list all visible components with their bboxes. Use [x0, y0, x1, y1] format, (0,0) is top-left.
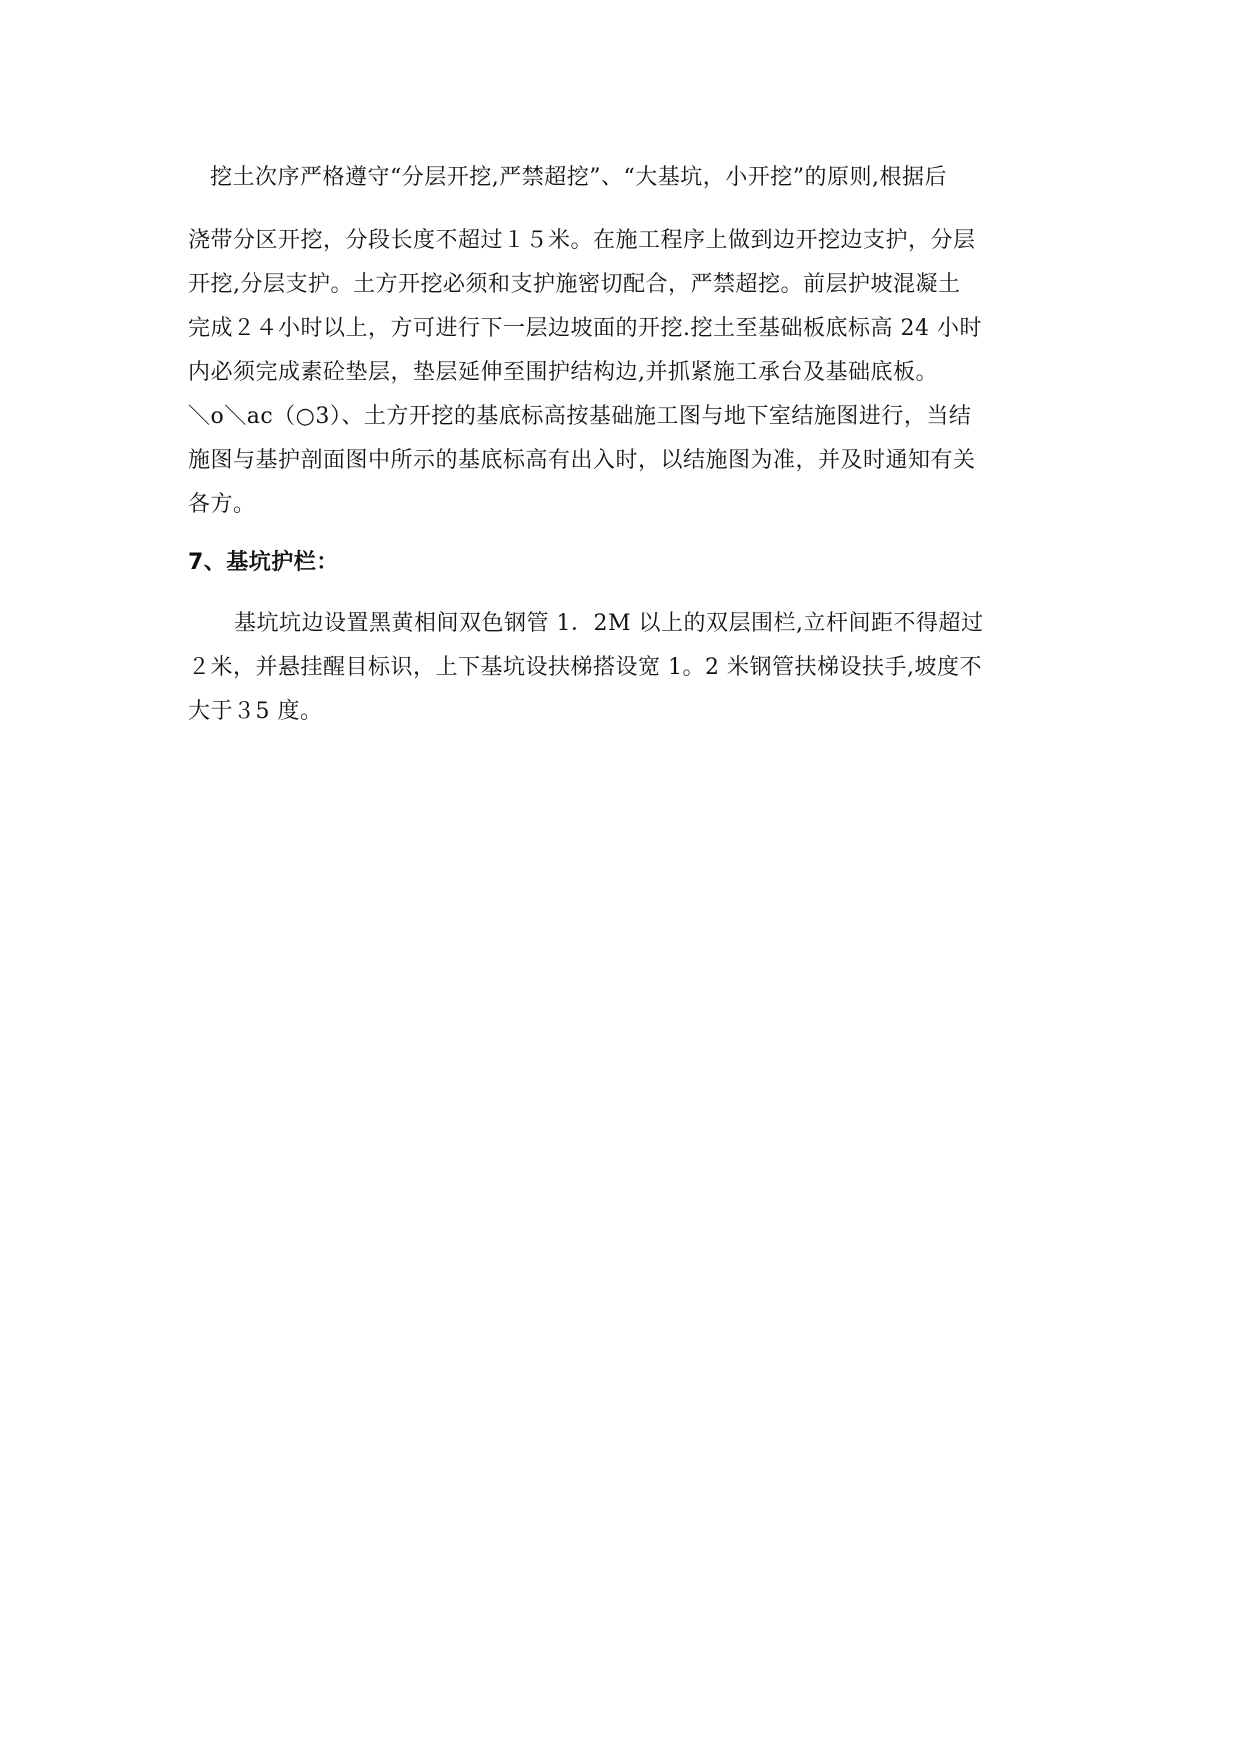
paragraph1-line-3: 开挖,分层支护。土方开挖必须和支护施密切配合，严禁超挖。前层护坡混凝土: [188, 272, 961, 297]
paragraph1-line-2: 浇带分区开挖，分段长度不超过１５米。在施工程序上做到边开挖边支护，分层: [188, 228, 976, 253]
paragraph2-line-2: 施图与基护剖面图中所示的基底标高有出入时，以结施图为准，并及时通知有关: [188, 448, 976, 473]
paragraph3-line-2: ２米，并悬挂醒目标识，上下基坑设扶梯搭设宽 1。2 米钢管扶梯设扶手,坡度不: [188, 655, 982, 680]
paragraph1-line-1: 挖土次序严格遵守“分层开挖,严禁超挖”、“大基坑，小开挖”的原则,根据后: [210, 165, 947, 190]
paragraph3-line-3: 大于３5 度。: [188, 699, 323, 724]
paragraph1-line-5: 内必须完成素砼垫层，垫层延伸至围护结构边,并抓紧施工承台及基础底板。: [188, 360, 938, 385]
section-heading: 7、基坑护栏：: [188, 550, 339, 575]
paragraph3-line-1: 基坑坑边设置黑黄相间双色钢管 1．2M 以上的双层围栏,立杆间距不得超过: [234, 611, 984, 636]
paragraph1-line-4: 完成２４小时以上，方可进行下一层边坡面的开挖.挖土至基础板底标高 24 小时: [188, 316, 982, 341]
paragraph2-line-3: 各方。: [188, 492, 256, 517]
paragraph2-line-1: ＼o＼ac（○3）、土方开挖的基底标高按基础施工图与地下室结施图进行，当结: [188, 404, 972, 429]
